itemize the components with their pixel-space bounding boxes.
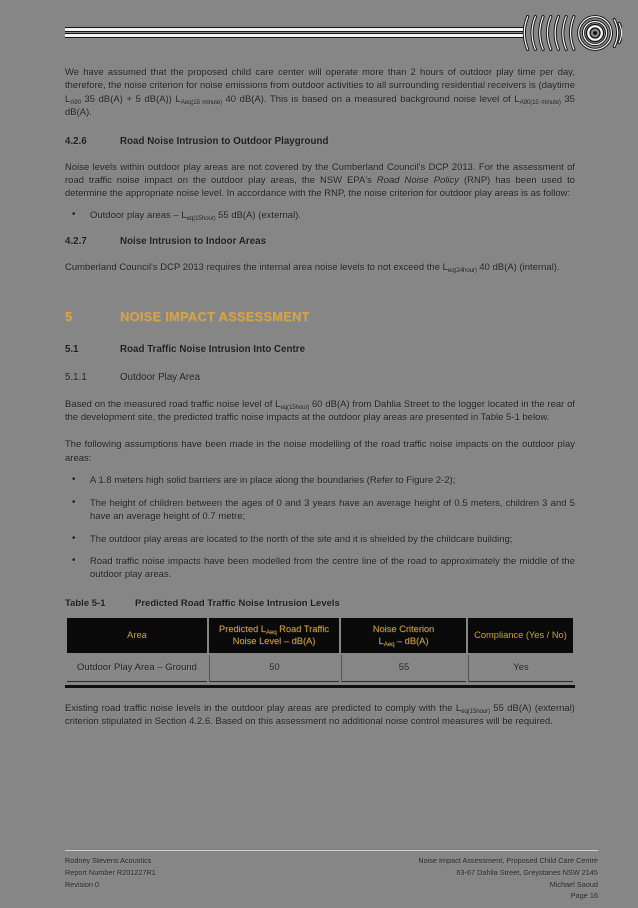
text-segment: A 1.8 meters high solid barriers are in place along the boundaries (Refer to Figure 2-2); xyxy=(90,475,456,487)
subscript: eq(15hour) xyxy=(280,403,310,411)
subscript: A90(15 minute) xyxy=(519,98,561,106)
footer-client-name: Michael Saoud xyxy=(549,879,598,889)
column-header-predicted xyxy=(209,618,339,653)
text-segment: L xyxy=(378,636,384,647)
criterion-bullet-list xyxy=(65,209,575,222)
text-segment: 55 dB(A) (external) criterion stipulated in Section 4.2.6. Based on this assessment no additional noise control measures will be required. xyxy=(65,702,575,728)
assumptions-bullet-list xyxy=(65,474,575,581)
bullet-icon: • xyxy=(72,208,76,220)
subscript: eq(15hour) xyxy=(461,707,490,715)
text-segment: 60 dB(A) from Dahlia Street to the logger located in the rear of the development site, the predicted traffic noise impacts at the outdoor play areas are presented in Table 5-1 below. xyxy=(65,398,576,424)
bullet-icon: • xyxy=(72,496,76,508)
text-segment: Noise Criterion xyxy=(372,623,435,634)
paragraph-assumptions-intro: The following assumptions have been made in the noise modelling of the road traffic noise impacts on the outdoor play areas: xyxy=(65,439,575,464)
text-segment: The height of children between the ages of 0 and 3 years have an average height of 0.5 meters, children 3 and 5 have an average height of 0.7 metre; xyxy=(90,497,575,523)
text-segment: 40 dB(A). This is based on a measured background noise level of L xyxy=(221,93,520,105)
text-segment: Outdoor play areas – L xyxy=(90,209,187,221)
noise-intrusion-table xyxy=(65,616,575,684)
column-header-criterion xyxy=(341,618,466,653)
footer-report-number: Report Number R201227R1 xyxy=(65,867,156,877)
subscript: Aeq(15 minute) xyxy=(180,98,222,106)
subscript: Aeq xyxy=(383,641,395,649)
heading-title: Outdoor Play Area xyxy=(120,371,201,383)
paragraph-rnp xyxy=(65,161,575,201)
header-double-rule xyxy=(65,27,526,39)
footer-company: Rodney Stevens Acoustics xyxy=(65,856,152,866)
list-item xyxy=(65,555,575,582)
heading-title: Road Traffic Noise Intrusion Into Centre xyxy=(120,343,306,355)
footer-site-address: 63-67 Dahlia Street, Greystanes NSW 2145 xyxy=(456,867,598,877)
paragraph-internal-criterion xyxy=(65,261,575,274)
header-rule-bottom xyxy=(65,33,526,38)
column-header-compliance: Compliance (Yes / No) xyxy=(468,618,573,653)
cell-predicted-level: 50 xyxy=(209,655,339,682)
heading-section-5 xyxy=(65,309,575,324)
page-footer xyxy=(65,850,598,902)
subscript: Aeq xyxy=(265,628,277,636)
page-header xyxy=(0,0,638,60)
subscript: A90 xyxy=(70,98,81,106)
list-item xyxy=(65,497,575,524)
subscript: eq(15hour) xyxy=(186,214,216,222)
text-segment: Cumberland Council's DCP 2013 requires the internal area noise levels to not exceed the L xyxy=(65,262,448,274)
text-segment: Existing road traffic noise levels in the outdoor play areas are predicted to comply with the L xyxy=(65,702,462,714)
bullet-icon: • xyxy=(72,532,76,544)
text-segment: Predicted L xyxy=(218,623,266,634)
footer-report-title: Noise Impact Assessment, Proposed Child Care Centre xyxy=(418,856,598,866)
cell-noise-criterion: 55 xyxy=(341,655,466,682)
text-segment: 55 dB(A) (external). xyxy=(215,209,302,221)
list-item xyxy=(65,474,575,487)
text-segment: 35 dB(A). xyxy=(65,93,575,119)
paragraph-noise-criterion xyxy=(65,66,575,120)
logo-center-dot xyxy=(593,31,597,35)
heading-4-2-6 xyxy=(65,136,575,147)
table-row xyxy=(67,655,573,682)
header-rule-top xyxy=(65,27,526,32)
heading-number: 5.1.1 xyxy=(65,371,87,383)
list-item xyxy=(65,533,575,546)
paragraph-measured-level xyxy=(65,398,575,425)
footer-right-block xyxy=(418,855,598,902)
cell-compliance: Yes xyxy=(468,655,573,682)
heading-number: 5.1 xyxy=(65,343,79,355)
footer-page-number: Page 16 xyxy=(570,891,598,901)
paragraph-compliance-conclusion xyxy=(65,702,575,729)
table-caption xyxy=(65,598,575,609)
heading-title: Road Noise Intrusion to Outdoor Playground xyxy=(120,135,329,147)
soundwave-logo-icon xyxy=(520,12,622,54)
heading-4-2-7 xyxy=(65,236,575,247)
subscript: eq(24hour) xyxy=(447,267,477,275)
heading-number: 5 xyxy=(65,308,73,324)
text-segment: Road traffic noise impacts have been modelled from the centre line of the road to approximately the middle of the outdoor play areas. xyxy=(90,555,575,581)
heading-number: 4.2.7 xyxy=(65,236,87,248)
footer-revision: Revision 0 xyxy=(65,879,100,889)
bullet-icon: • xyxy=(72,554,76,566)
table-caption-title: Predicted Road Traffic Noise Intrusion Levels xyxy=(135,597,340,609)
heading-5-1-1 xyxy=(65,372,575,383)
heading-5-1 xyxy=(65,344,575,355)
document-content xyxy=(65,66,575,745)
text-segment: 35 dB(A) + 5 dB(A)) L xyxy=(80,93,181,105)
table-header-row xyxy=(67,618,573,653)
bullet-icon: • xyxy=(72,474,76,486)
column-header-area: Area xyxy=(67,618,207,653)
text-segment: Road Traffic Noise Level – dB(A) xyxy=(232,623,330,647)
heading-title: Noise Intrusion to Indoor Areas xyxy=(120,236,267,248)
text-segment: The outdoor play areas are located to the north of the site and it is shielded by the childcare building; xyxy=(90,533,513,545)
text-segment: (RNP) has been used to determine the appropriate noise level. In accordance with the RNP, the noise criterion for outdoor play areas is as follow: xyxy=(65,175,576,200)
text-segment: Noise levels within outdoor play areas are not covered by the Cumberland Council's DCP 2013. For the assessment of road traffic noise impact on the outdoor play areas, the NSW EPA's xyxy=(65,161,575,187)
text-segment: We have assumed that the proposed child care center will operate more than 2 hours of outdoor play time per day, therefore, the noise criterion for noise emissions from outdoor activities to all surrounding residential receivers is (daytime L xyxy=(65,67,575,105)
heading-title: NOISE IMPACT ASSESSMENT xyxy=(120,308,310,324)
table-caption-label: Table 5-1 xyxy=(65,597,106,609)
text-segment-italic: Road Noise Policy xyxy=(376,175,460,187)
footer-left-block xyxy=(65,855,156,902)
table-bottom-rule xyxy=(65,685,575,688)
heading-number: 4.2.6 xyxy=(65,135,87,147)
cell-area: Outdoor Play Area – Ground xyxy=(67,655,207,682)
text-segment: 40 dB(A) (internal). xyxy=(476,262,560,274)
text-segment: Based on the measured road traffic noise level of L xyxy=(65,398,281,410)
list-item xyxy=(65,209,575,222)
text-segment: – dB(A) xyxy=(394,636,429,647)
